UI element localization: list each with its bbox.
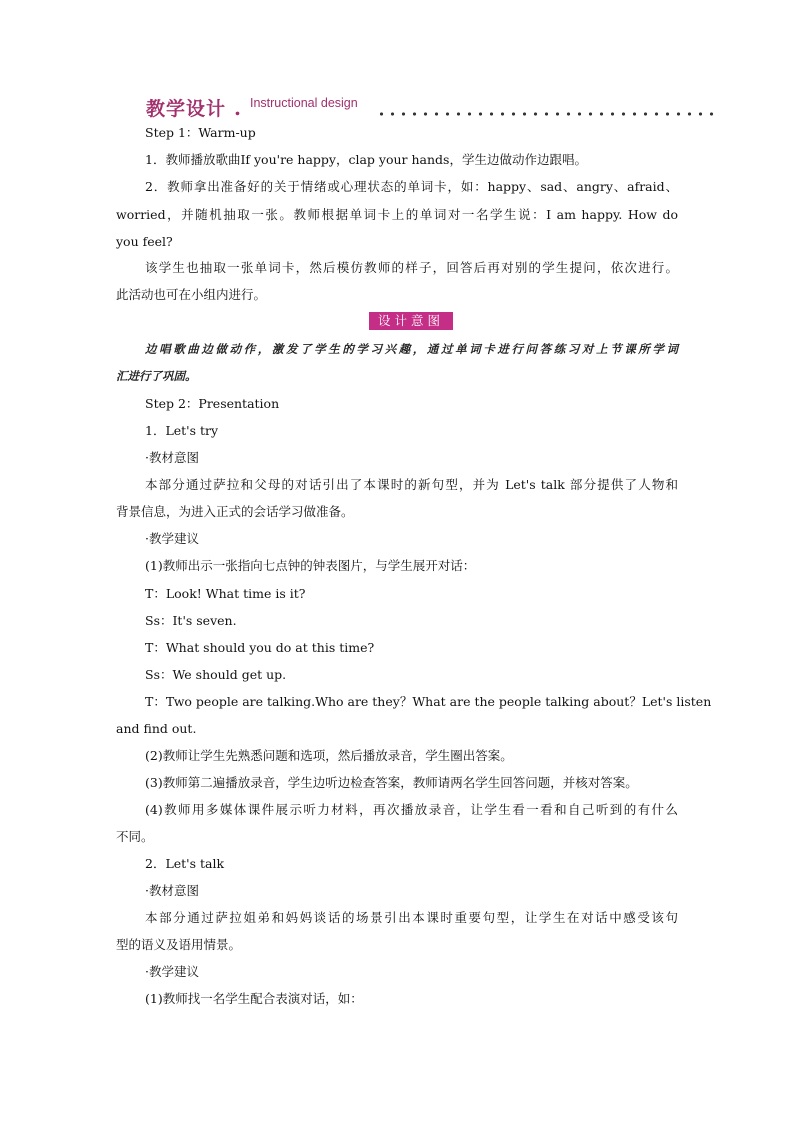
step1-heading: Step 1：Warm-up — [145, 125, 256, 140]
dialogue-line: Ss：It's seven. — [145, 613, 237, 628]
section-header — [146, 92, 716, 122]
text-line: (1)教师找一名学生配合表演对话，如： — [145, 991, 363, 1006]
text-line: worried，并随机抽取一张。教师根据单词卡上的单词对一名学生说：I am happy. How do — [116, 207, 678, 222]
dialogue-line: Ss：We should get up. — [145, 667, 287, 682]
text-line: 该学生也抽取一张单词卡，然后模仿教师的样子，回答后再对别的学生提问，依次进行。 — [145, 260, 678, 275]
dialogue-line: T：Look! What time is it? — [145, 586, 306, 601]
dotted-rule — [376, 112, 714, 116]
text-line: 本部分通过萨拉姐弟和妈妈谈话的场景引出本课时重要句型，让学生在对话中感受该句 — [145, 910, 678, 925]
dialogue-line: T：What should you do at this time? — [145, 640, 375, 655]
text-line: (3)教师第二遍播放录音，学生边听边检查答案，教师请两名学生回答问题，并核对答案。 — [145, 775, 638, 790]
label-line: ·教材意图 — [145, 883, 199, 898]
label-line: ·教材意图 — [145, 450, 199, 465]
intent-note: 汇进行了巩固。 — [116, 369, 197, 383]
step2-heading: Step 2：Presentation — [145, 396, 280, 411]
text-line: (4)教师用多媒体课件展示听力材料，再次播放录音，让学生看一看和自己听到的有什么 — [145, 802, 678, 817]
text-line: 1．教师播放歌曲If you're happy，clap your hands，学生边做动作边跟唱。 — [145, 152, 587, 167]
text-line: 本部分通过萨拉和父母的对话引出了本课时的新句型，并为 Let's talk 部分提供了人物和 — [145, 477, 678, 492]
header-title-en: Instructional design — [250, 96, 358, 110]
label-line: ·教学建议 — [145, 964, 199, 979]
text-line: 此活动也可在小组内进行。 — [116, 287, 267, 302]
subsection-heading: 2．Let's talk — [145, 856, 225, 871]
dialogue-line: T：Two people are talking.Who are they？What are the people talking about？Let's listen — [145, 694, 712, 709]
text-line: (1)教师出示一张指向七点钟的钟表图片，与学生展开对话： — [145, 558, 476, 573]
header-title-cn: 教学设计 — [146, 98, 227, 120]
text-line: (2)教师让学生先熟悉问题和选项，然后播放录音，学生圈出答案。 — [145, 748, 513, 763]
dialogue-line: and find out. — [116, 721, 197, 736]
subsection-heading: 1．Let's try — [145, 423, 219, 438]
text-line: 2．教师拿出准备好的关于情绪或心理状态的单词卡，如：happy、sad、angry、afraid、 — [145, 179, 678, 194]
text-line: 不同。 — [116, 829, 154, 844]
intent-note: 边唱歌曲边做动作，激发了学生的学习兴趣，通过单词卡进行问答练习对上节课所学词 — [145, 342, 678, 356]
header-dot: . — [234, 96, 241, 120]
text-line: 型的语义及语用情景。 — [116, 937, 242, 952]
text-line: 背景信息，为进入正式的会话学习做准备。 — [116, 504, 354, 519]
design-intent-badge: 设计意图 — [369, 312, 453, 330]
text-line: you feel? — [116, 234, 173, 249]
label-line: ·教学建议 — [145, 531, 199, 546]
